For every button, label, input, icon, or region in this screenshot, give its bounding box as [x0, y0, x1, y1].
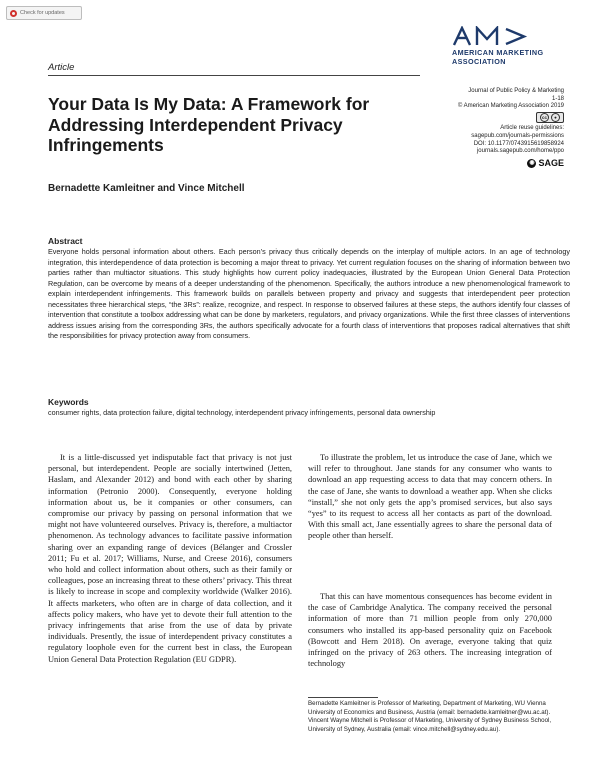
- journal-name: Journal of Public Policy & Marketing: [468, 88, 564, 94]
- check-for-updates-label: Check for updates: [20, 10, 65, 16]
- body-paragraph: That this can have momentous consequences has become evident in the case of Cambridge Analytica. The company received the personal information of more than 71 million people from only 270,000 consumers who installed its app-based personality quiz on Facebook (Bowcott and Hern 2018). On average, everyone taking that quiz infringed on the privacy of 263 others. The increasing integration of technology: [308, 592, 552, 669]
- journal-metadata: [414, 88, 564, 168]
- article-type-label: Article: [48, 62, 75, 73]
- cc-license-badge: [536, 112, 564, 123]
- ama-logo-icon: [452, 26, 530, 46]
- abstract-heading: Abstract: [48, 236, 83, 246]
- check-for-updates-badge[interactable]: [6, 6, 82, 20]
- keywords-text: consumer rights, data protection failure, digital technology, interdependent privacy infringements, personal data ownership: [48, 408, 436, 417]
- sage-icon: ◉: [529, 159, 535, 166]
- ama-logo: [452, 26, 572, 66]
- license-person-icon: ●: [551, 113, 560, 122]
- article-title: Your Data Is My Data: A Framework for Addressing Interdependent Privacy Infringements: [48, 94, 370, 155]
- ama-name-line1: AMERICAN MARKETING: [452, 48, 544, 57]
- abstract-text: Everyone holds personal information about others. Each person’s privacy thus critically depends on the interplay of multiple actors. In an age of technology integration, this interdependence of data protection is becoming a major threat to privacy. Yet current regulation focuses on the sharing of information between two parties rather than multiactor situations. This study highlights how current policy inadequacies, illustrated by the European Union General Data Protection Regulation, can be overcome by means of a deeper understanding of the phenomenon. Specifically, the authors introduce a new phenomenological framework to explain interdependent infringements. This framework builds on parallels between property and privacy and suggests that interdependent peer protection necessitates three hierarchical steps, “the 3Rs”: realize, recognize, and respect. In response to observed failures at these steps, the authors identify four classes of intervention that constitute a toolbox addressing what can be done by marketers, regulators, and privacy organizations. While the first three classes of interventions address issues arising from the corresponding 3Rs, the authors specifically advocate for a fourth class of interventions that proposes radical alternatives that shift the responsibilities for privacy protection away from consumers.: [48, 247, 570, 340]
- article-authors: Bernadette Kamleitner and Vince Mitchell: [48, 183, 245, 194]
- sage-logo: [527, 159, 564, 168]
- body-paragraph: To illustrate the problem, let us introduce the case of Jane, which we will refer to throughout. Jane stands for any consumer who wants to download an app requesting access to data that may concern others. In the case of Jane, she wants to download a weather app. When she clicks “install,” she not only gets the app’s promised services, but also says “yes” to its request to access all her contacts as part of the download. With this small act, Jane essentially agrees to share the personal data of people other than herself.: [308, 453, 552, 541]
- body-column-right: [308, 452, 552, 742]
- reuse-label: Article reuse guidelines:: [500, 125, 564, 132]
- doi[interactable]: DOI: 10.1177/0743915619858924: [473, 140, 564, 147]
- header-divider: [48, 75, 420, 76]
- footnote-divider: [308, 697, 378, 698]
- author-footnote: Bernadette Kamleitner is Professor of Marketing, Department of Marketing, WU Vienna University of Economics and Business, Austria (email: bernadette.kamleitner@wu.ac.at). Vincent Wayne Mitchell is Professor of Marketing, University of Sydney Business School, University of Sydney, Australia (email: vince.mitchell@sydney.edu.au).: [308, 700, 552, 733]
- update-icon: [10, 10, 17, 17]
- page-range: 1-18: [551, 95, 564, 102]
- ama-name-line2: ASSOCIATION: [452, 56, 506, 66]
- sage-label: SAGE: [538, 157, 564, 168]
- keywords-heading: Keywords: [48, 397, 89, 407]
- cc-icon: cc: [541, 115, 547, 121]
- reuse-link[interactable]: sagepub.com/journals-permissions: [471, 132, 564, 139]
- journal-url[interactable]: journals.sagepub.com/home/ppo: [476, 148, 564, 155]
- body-paragraph: It is a little-discussed yet indisputable fact that privacy is not just personal, but interdependent. People are socially intertwined (Jetten, Haslam, and Alexander 2012) and bond with each other by sharing information (Petronio 2000). Consequently, everyone holding information about us, be it companies or other consumers, can compromise our privacy by passing on personal information that we might not have volunteered ourselves. Privacy is, therefore, a multiactor phenomenon. As technology advances to facilitate passive information sharing over an expanding range of devices (Bélanger and Crossler 2011; Fu et al. 2017; Williams, Nurse, and Creese 2016), consumers who hold and collect information about others, such as their family or colleagues, pose an increasing threat to these others’ privacy. This threat is likely to increase in scope and complexity worldwide (Walker 2016). It affects marketers, who often are in charge of data collection, and it affects policy makers, who have yet to devote their full attention to the privacy infringements that arise from the use of data by private individuals. Presently, the issue of interdependent privacy constitutes a regulatory loophole even for the current best in class, the European Union General Data Protection Regulation (EU GDPR).: [48, 453, 292, 664]
- copyright: © American Marketing Association 2019: [457, 103, 564, 110]
- body-column-left: [48, 452, 292, 716]
